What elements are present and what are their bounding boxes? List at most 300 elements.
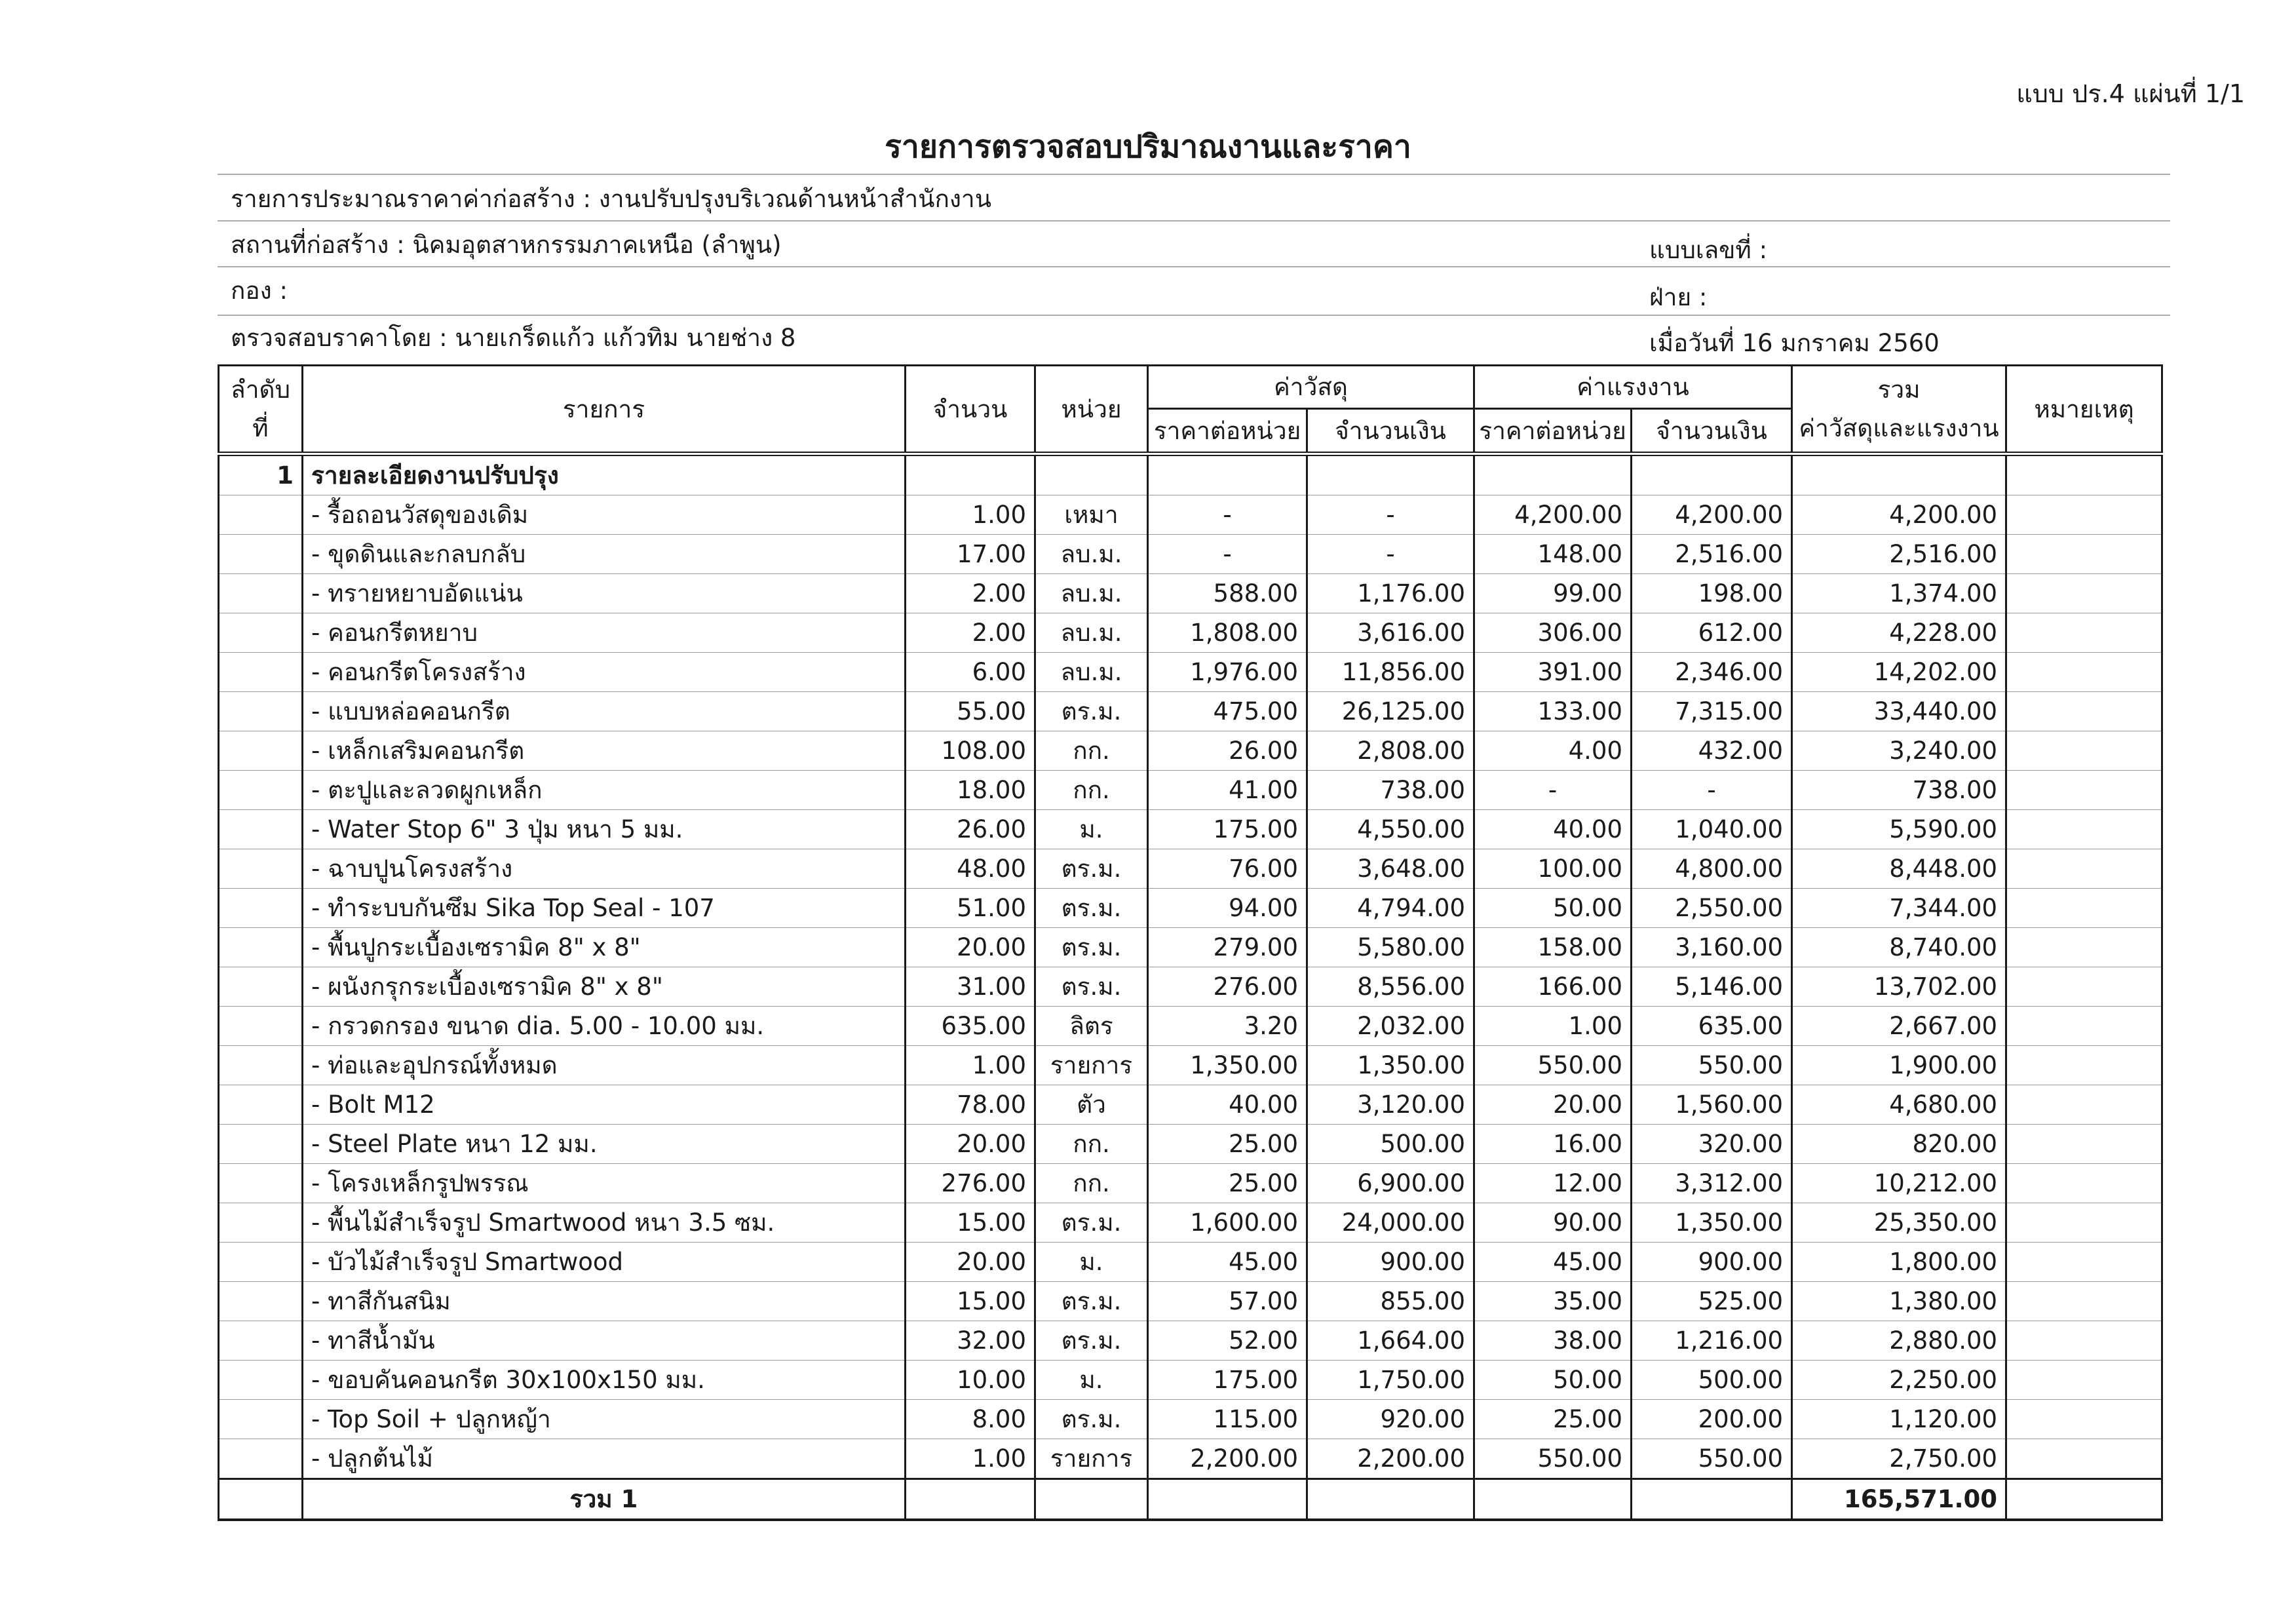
item-qty: 6.00 xyxy=(906,653,1035,692)
table-row xyxy=(219,653,2162,692)
section: ฝ่าย : xyxy=(1649,283,1708,311)
material-amount: 6,900.00 xyxy=(1307,1164,1474,1203)
labor-amount: 1,040.00 xyxy=(1632,810,1792,849)
labor-amount: 5,146.00 xyxy=(1632,967,1792,1007)
item-description: - ทรายหยาบอัดแน่น xyxy=(303,574,906,613)
labor-unit-price: 166.00 xyxy=(1474,967,1632,1007)
labor-amount: 500.00 xyxy=(1632,1361,1792,1400)
item-remark xyxy=(2006,928,2162,967)
header-remark: หมายเหตุ xyxy=(2006,366,2162,454)
item-total: 1,900.00 xyxy=(1792,1046,2006,1085)
item-unit: กก. xyxy=(1035,771,1148,810)
item-description: - ฉาบปูนโครงสร้าง xyxy=(303,849,906,889)
header-labor-unit-price: ราคาต่อหน่วย xyxy=(1474,409,1632,454)
material-amount: 4,794.00 xyxy=(1307,889,1474,928)
material-amount: 855.00 xyxy=(1307,1282,1474,1321)
item-remark xyxy=(2006,1282,2162,1321)
cell-no xyxy=(219,1164,303,1203)
item-qty: 1.00 xyxy=(906,1046,1035,1085)
item-unit: ตร.ม. xyxy=(1035,928,1148,967)
item-remark xyxy=(2006,967,2162,1007)
header-material-amount: จำนวนเงิน xyxy=(1307,409,1474,454)
item-qty: 48.00 xyxy=(906,849,1035,889)
labor-amount: 4,200.00 xyxy=(1632,495,1792,535)
labor-unit-price: 16.00 xyxy=(1474,1125,1632,1164)
item-total: 2,880.00 xyxy=(1792,1321,2006,1361)
item-unit: ม. xyxy=(1035,1361,1148,1400)
table-row xyxy=(219,535,2162,574)
checked-by: ตรวจสอบราคาโดย : นายเกร็ดแก้ว แก้วทิม นายช่าง 8 xyxy=(231,324,796,352)
item-remark xyxy=(2006,731,2162,771)
divider xyxy=(218,174,2170,175)
material-unit-price: 45.00 xyxy=(1148,1243,1307,1282)
cell xyxy=(1148,1479,1307,1520)
item-remark xyxy=(2006,810,2162,849)
item-total: 3,240.00 xyxy=(1792,731,2006,771)
header-total: รวม ค่าวัสดุและแรงงาน xyxy=(1792,366,2006,454)
cell xyxy=(1474,1479,1632,1520)
item-remark xyxy=(2006,613,2162,653)
material-unit-price: 1,350.00 xyxy=(1148,1046,1307,1085)
table-row xyxy=(219,692,2162,731)
cell-no xyxy=(219,692,303,731)
labor-amount: 1,216.00 xyxy=(1632,1321,1792,1361)
labor-unit-price: 25.00 xyxy=(1474,1400,1632,1439)
cell-no xyxy=(219,1046,303,1085)
item-unit: ตร.ม. xyxy=(1035,849,1148,889)
material-amount: 900.00 xyxy=(1307,1243,1474,1282)
item-unit: ลบ.ม. xyxy=(1035,653,1148,692)
item-unit: กก. xyxy=(1035,731,1148,771)
item-remark xyxy=(2006,1439,2162,1479)
item-total: 2,250.00 xyxy=(1792,1361,2006,1400)
material-unit-price: 26.00 xyxy=(1148,731,1307,771)
material-unit-price: 57.00 xyxy=(1148,1282,1307,1321)
item-unit: กก. xyxy=(1035,1164,1148,1203)
table-row xyxy=(219,928,2162,967)
item-remark xyxy=(2006,1243,2162,1282)
item-description: - บัวไม้สำเร็จรูป Smartwood xyxy=(303,1243,906,1282)
cell-no xyxy=(219,495,303,535)
table-row xyxy=(219,1203,2162,1243)
item-description: - แบบหล่อคอนกรีต xyxy=(303,692,906,731)
item-total: 5,590.00 xyxy=(1792,810,2006,849)
material-unit-price: 1,976.00 xyxy=(1148,653,1307,692)
item-qty: 10.00 xyxy=(906,1361,1035,1400)
labor-amount: 4,800.00 xyxy=(1632,849,1792,889)
item-remark xyxy=(2006,889,2162,928)
item-total: 25,350.00 xyxy=(1792,1203,2006,1243)
item-qty: 31.00 xyxy=(906,967,1035,1007)
table-row xyxy=(219,1085,2162,1125)
item-description: - Steel Plate หนา 12 มม. xyxy=(303,1125,906,1164)
item-unit: ตร.ม. xyxy=(1035,692,1148,731)
material-amount: 1,750.00 xyxy=(1307,1361,1474,1400)
group-row xyxy=(219,454,2162,495)
cell-no xyxy=(219,574,303,613)
table-row xyxy=(219,613,2162,653)
material-amount: 500.00 xyxy=(1307,1125,1474,1164)
labor-unit-price: 306.00 xyxy=(1474,613,1632,653)
item-remark xyxy=(2006,1361,2162,1400)
item-remark xyxy=(2006,1400,2162,1439)
item-qty: 2.00 xyxy=(906,613,1035,653)
item-qty: 20.00 xyxy=(906,928,1035,967)
item-description: - ปลูกต้นไม้ xyxy=(303,1439,906,1479)
item-unit: กก. xyxy=(1035,1125,1148,1164)
table-row xyxy=(219,1400,2162,1439)
item-description: - ท่อและอุปกรณ์ทั้งหมด xyxy=(303,1046,906,1085)
item-description: - ตะปูและลวดผูกเหล็ก xyxy=(303,771,906,810)
subtotal-row xyxy=(219,1479,2162,1520)
item-unit: ลบ.ม. xyxy=(1035,535,1148,574)
divider xyxy=(218,315,2170,316)
table-row xyxy=(219,1243,2162,1282)
check-date: เมื่อวันที่ 16 มกราคม 2560 xyxy=(1649,329,1940,357)
material-unit-price: 76.00 xyxy=(1148,849,1307,889)
item-total: 10,212.00 xyxy=(1792,1164,2006,1203)
labor-amount: 550.00 xyxy=(1632,1046,1792,1085)
labor-amount: 2,550.00 xyxy=(1632,889,1792,928)
labor-unit-price: 50.00 xyxy=(1474,1361,1632,1400)
item-qty: 78.00 xyxy=(906,1085,1035,1125)
cell xyxy=(1307,1479,1474,1520)
item-unit: รายการ xyxy=(1035,1439,1148,1479)
material-unit-price: 115.00 xyxy=(1148,1400,1307,1439)
cell-no xyxy=(219,1361,303,1400)
material-unit-price: 52.00 xyxy=(1148,1321,1307,1361)
labor-amount: 198.00 xyxy=(1632,574,1792,613)
labor-unit-price: 550.00 xyxy=(1474,1046,1632,1085)
labor-unit-price: 148.00 xyxy=(1474,535,1632,574)
header-item: รายการ xyxy=(303,366,906,454)
labor-amount: - xyxy=(1632,771,1792,810)
item-total: 1,800.00 xyxy=(1792,1243,2006,1282)
labor-amount: 3,312.00 xyxy=(1632,1164,1792,1203)
labor-unit-price: 4.00 xyxy=(1474,731,1632,771)
item-remark xyxy=(2006,535,2162,574)
item-unit: ม. xyxy=(1035,1243,1148,1282)
labor-amount: 525.00 xyxy=(1632,1282,1792,1321)
item-unit: ตร.ม. xyxy=(1035,1400,1148,1439)
item-remark xyxy=(2006,692,2162,731)
labor-unit-price: - xyxy=(1474,771,1632,810)
document-title: รายการตรวจสอบปริมาณงานและราคา xyxy=(885,128,1411,165)
item-qty: 20.00 xyxy=(906,1125,1035,1164)
material-amount: 3,616.00 xyxy=(1307,613,1474,653)
item-description: - Water Stop 6" 3 ปุ่ม หนา 5 มม. xyxy=(303,810,906,849)
material-unit-price: 276.00 xyxy=(1148,967,1307,1007)
item-qty: 18.00 xyxy=(906,771,1035,810)
item-qty: 17.00 xyxy=(906,535,1035,574)
header-labor-amount: จำนวนเงิน xyxy=(1632,409,1792,454)
item-total: 1,374.00 xyxy=(1792,574,2006,613)
material-unit-price: 40.00 xyxy=(1148,1085,1307,1125)
cell-no xyxy=(219,928,303,967)
labor-amount: 2,346.00 xyxy=(1632,653,1792,692)
labor-amount: 550.00 xyxy=(1632,1439,1792,1479)
cell-no xyxy=(219,1321,303,1361)
labor-unit-price: 40.00 xyxy=(1474,810,1632,849)
item-total: 13,702.00 xyxy=(1792,967,2006,1007)
item-unit: เหมา xyxy=(1035,495,1148,535)
material-unit-price: - xyxy=(1148,495,1307,535)
material-unit-price: 475.00 xyxy=(1148,692,1307,731)
labor-amount: 7,315.00 xyxy=(1632,692,1792,731)
material-amount: 11,856.00 xyxy=(1307,653,1474,692)
material-amount: 5,580.00 xyxy=(1307,928,1474,967)
division: กอง : xyxy=(231,277,288,305)
cell-no xyxy=(219,535,303,574)
table-row xyxy=(219,1321,2162,1361)
material-unit-price: 25.00 xyxy=(1148,1125,1307,1164)
item-qty: 108.00 xyxy=(906,731,1035,771)
item-qty: 51.00 xyxy=(906,889,1035,928)
material-amount: 24,000.00 xyxy=(1307,1203,1474,1243)
cell xyxy=(1035,1479,1148,1520)
labor-unit-price: 45.00 xyxy=(1474,1243,1632,1282)
item-description: - คอนกรีตหยาบ xyxy=(303,613,906,653)
cell-no xyxy=(219,1400,303,1439)
divider xyxy=(218,220,2170,222)
header-material: ค่าวัสดุ xyxy=(1148,366,1474,409)
item-unit: ลิตร xyxy=(1035,1007,1148,1046)
item-qty: 15.00 xyxy=(906,1203,1035,1243)
labor-amount: 900.00 xyxy=(1632,1243,1792,1282)
material-amount: 1,350.00 xyxy=(1307,1046,1474,1085)
material-amount: 920.00 xyxy=(1307,1400,1474,1439)
cell-no xyxy=(219,849,303,889)
material-unit-price: - xyxy=(1148,535,1307,574)
item-qty: 2.00 xyxy=(906,574,1035,613)
item-unit: ตร.ม. xyxy=(1035,967,1148,1007)
table-row xyxy=(219,574,2162,613)
item-description: - ทาสีกันสนิม xyxy=(303,1282,906,1321)
item-total: 7,344.00 xyxy=(1792,889,2006,928)
subtotal-value: 165,571.00 xyxy=(1792,1479,2006,1520)
item-total: 738.00 xyxy=(1792,771,2006,810)
item-qty: 1.00 xyxy=(906,1439,1035,1479)
cell-no xyxy=(219,1243,303,1282)
group-title: รายละเอียดงานปรับปรุง xyxy=(303,454,906,495)
item-total: 4,200.00 xyxy=(1792,495,2006,535)
labor-unit-price: 158.00 xyxy=(1474,928,1632,967)
table-row xyxy=(219,1007,2162,1046)
material-unit-price: 94.00 xyxy=(1148,889,1307,928)
item-description: - คอนกรีตโครงสร้าง xyxy=(303,653,906,692)
material-amount: 3,120.00 xyxy=(1307,1085,1474,1125)
item-remark xyxy=(2006,495,2162,535)
labor-amount: 1,350.00 xyxy=(1632,1203,1792,1243)
labor-unit-price: 50.00 xyxy=(1474,889,1632,928)
cell xyxy=(2006,1479,2162,1520)
labor-unit-price: 4,200.00 xyxy=(1474,495,1632,535)
cell-no xyxy=(219,1085,303,1125)
labor-unit-price: 550.00 xyxy=(1474,1439,1632,1479)
material-unit-price: 25.00 xyxy=(1148,1164,1307,1203)
item-qty: 32.00 xyxy=(906,1321,1035,1361)
labor-amount: 612.00 xyxy=(1632,613,1792,653)
cell-no xyxy=(219,967,303,1007)
item-remark xyxy=(2006,849,2162,889)
cell-no xyxy=(219,1125,303,1164)
item-total: 8,448.00 xyxy=(1792,849,2006,889)
item-remark xyxy=(2006,1046,2162,1085)
item-remark xyxy=(2006,1007,2162,1046)
item-total: 820.00 xyxy=(1792,1125,2006,1164)
labor-amount: 2,516.00 xyxy=(1632,535,1792,574)
cell-no xyxy=(219,1203,303,1243)
table-row xyxy=(219,810,2162,849)
quantity-price-table xyxy=(218,364,2163,1521)
item-description: - Top Soil + ปลูกหญ้า xyxy=(303,1400,906,1439)
item-qty: 1.00 xyxy=(906,495,1035,535)
item-description: - ทาสีน้ำมัน xyxy=(303,1321,906,1361)
material-amount: 2,808.00 xyxy=(1307,731,1474,771)
item-qty: 276.00 xyxy=(906,1164,1035,1203)
header-qty: จำนวน xyxy=(906,366,1035,454)
table-row xyxy=(219,495,2162,535)
item-total: 8,740.00 xyxy=(1792,928,2006,967)
item-total: 2,516.00 xyxy=(1792,535,2006,574)
item-remark xyxy=(2006,1203,2162,1243)
material-amount: 1,664.00 xyxy=(1307,1321,1474,1361)
table-row xyxy=(219,849,2162,889)
labor-unit-price: 133.00 xyxy=(1474,692,1632,731)
item-remark xyxy=(2006,1085,2162,1125)
item-remark xyxy=(2006,653,2162,692)
table-row xyxy=(219,771,2162,810)
group-no: 1 xyxy=(219,454,303,495)
form-number: แบบ ปร.4 แผ่นที่ 1/1 xyxy=(2016,79,2245,108)
item-unit: รายการ xyxy=(1035,1046,1148,1085)
labor-unit-price: 12.00 xyxy=(1474,1164,1632,1203)
cell xyxy=(1632,1479,1792,1520)
item-unit: ตร.ม. xyxy=(1035,1282,1148,1321)
header-no: ลำดับ ที่ xyxy=(219,366,303,454)
table-row xyxy=(219,889,2162,928)
material-amount: - xyxy=(1307,535,1474,574)
cell-no xyxy=(219,613,303,653)
header-labor: ค่าแรงงาน xyxy=(1474,366,1792,409)
labor-unit-price: 99.00 xyxy=(1474,574,1632,613)
cell-no xyxy=(219,1479,303,1520)
item-qty: 635.00 xyxy=(906,1007,1035,1046)
material-amount: 4,550.00 xyxy=(1307,810,1474,849)
cell-no xyxy=(219,731,303,771)
cell-no xyxy=(219,810,303,849)
item-total: 4,680.00 xyxy=(1792,1085,2006,1125)
material-unit-price: 175.00 xyxy=(1148,810,1307,849)
table-row xyxy=(219,1125,2162,1164)
material-amount: 2,032.00 xyxy=(1307,1007,1474,1046)
item-description: - ทำระบบกันซึม Sika Top Seal - 107 xyxy=(303,889,906,928)
item-description: - ขุดดินและกลบกลับ xyxy=(303,535,906,574)
table-row xyxy=(219,967,2162,1007)
material-amount: 26,125.00 xyxy=(1307,692,1474,731)
labor-unit-price: 100.00 xyxy=(1474,849,1632,889)
item-unit: ตร.ม. xyxy=(1035,889,1148,928)
labor-unit-price: 1.00 xyxy=(1474,1007,1632,1046)
item-description: - พื้นไม้สำเร็จรูป Smartwood หนา 3.5 ซม. xyxy=(303,1203,906,1243)
item-unit: ตร.ม. xyxy=(1035,1203,1148,1243)
item-remark xyxy=(2006,1321,2162,1361)
item-description: - ผนังกรุกระเบื้องเซรามิค 8" x 8" xyxy=(303,967,906,1007)
item-description: - Bolt M12 xyxy=(303,1085,906,1125)
header-material-unit-price: ราคาต่อหน่วย xyxy=(1148,409,1307,454)
item-description: - พื้นปูกระเบื้องเซรามิค 8" x 8" xyxy=(303,928,906,967)
material-unit-price: 1,600.00 xyxy=(1148,1203,1307,1243)
cell xyxy=(906,1479,1035,1520)
material-unit-price: 588.00 xyxy=(1148,574,1307,613)
header-unit: หน่วย xyxy=(1035,366,1148,454)
plan-number: แบบเลขที่ : xyxy=(1649,236,1768,264)
material-unit-price: 175.00 xyxy=(1148,1361,1307,1400)
item-description: - ขอบคันคอนกรีต 30x100x150 มม. xyxy=(303,1361,906,1400)
item-description: - เหล็กเสริมคอนกรีต xyxy=(303,731,906,771)
labor-unit-price: 20.00 xyxy=(1474,1085,1632,1125)
item-qty: 8.00 xyxy=(906,1400,1035,1439)
item-qty: 55.00 xyxy=(906,692,1035,731)
item-total: 4,228.00 xyxy=(1792,613,2006,653)
item-unit: ลบ.ม. xyxy=(1035,613,1148,653)
construction-site: สถานที่ก่อสร้าง : นิคมอุตสาหกรรมภาคเหนือ (ลำพูน) xyxy=(231,231,782,259)
table-row xyxy=(219,1361,2162,1400)
material-unit-price: 279.00 xyxy=(1148,928,1307,967)
labor-amount: 635.00 xyxy=(1632,1007,1792,1046)
item-remark xyxy=(2006,574,2162,613)
cell-no xyxy=(219,1439,303,1479)
table-row xyxy=(219,1282,2162,1321)
labor-amount: 320.00 xyxy=(1632,1125,1792,1164)
labor-amount: 200.00 xyxy=(1632,1400,1792,1439)
item-unit: ม. xyxy=(1035,810,1148,849)
item-remark xyxy=(2006,1164,2162,1203)
material-amount: 738.00 xyxy=(1307,771,1474,810)
item-total: 33,440.00 xyxy=(1792,692,2006,731)
table-row xyxy=(219,1164,2162,1203)
item-total: 2,750.00 xyxy=(1792,1439,2006,1479)
item-remark xyxy=(2006,1125,2162,1164)
project-name: รายการประมาณราคาค่าก่อสร้าง : งานปรับปรุงบริเวณด้านหน้าสำนักงาน xyxy=(231,185,991,213)
item-unit: ตร.ม. xyxy=(1035,1321,1148,1361)
material-unit-price: 2,200.00 xyxy=(1148,1439,1307,1479)
material-unit-price: 1,808.00 xyxy=(1148,613,1307,653)
table-row xyxy=(219,1439,2162,1479)
subtotal-label: รวม 1 xyxy=(303,1479,906,1520)
item-qty: 20.00 xyxy=(906,1243,1035,1282)
table-row xyxy=(219,1046,2162,1085)
cell-no xyxy=(219,1007,303,1046)
labor-unit-price: 35.00 xyxy=(1474,1282,1632,1321)
item-description: - โครงเหล็กรูปพรรณ xyxy=(303,1164,906,1203)
material-amount: - xyxy=(1307,495,1474,535)
labor-amount: 1,560.00 xyxy=(1632,1085,1792,1125)
item-unit: ตัว xyxy=(1035,1085,1148,1125)
material-unit-price: 3.20 xyxy=(1148,1007,1307,1046)
item-total: 1,120.00 xyxy=(1792,1400,2006,1439)
item-total: 14,202.00 xyxy=(1792,653,2006,692)
labor-amount: 3,160.00 xyxy=(1632,928,1792,967)
cell-no xyxy=(219,771,303,810)
item-description: - กรวดกรอง ขนาด dia. 5.00 - 10.00 มม. xyxy=(303,1007,906,1046)
item-unit: ลบ.ม. xyxy=(1035,574,1148,613)
cell-no xyxy=(219,1282,303,1321)
material-unit-price: 41.00 xyxy=(1148,771,1307,810)
cell-no xyxy=(219,653,303,692)
labor-amount: 432.00 xyxy=(1632,731,1792,771)
item-total: 2,667.00 xyxy=(1792,1007,2006,1046)
